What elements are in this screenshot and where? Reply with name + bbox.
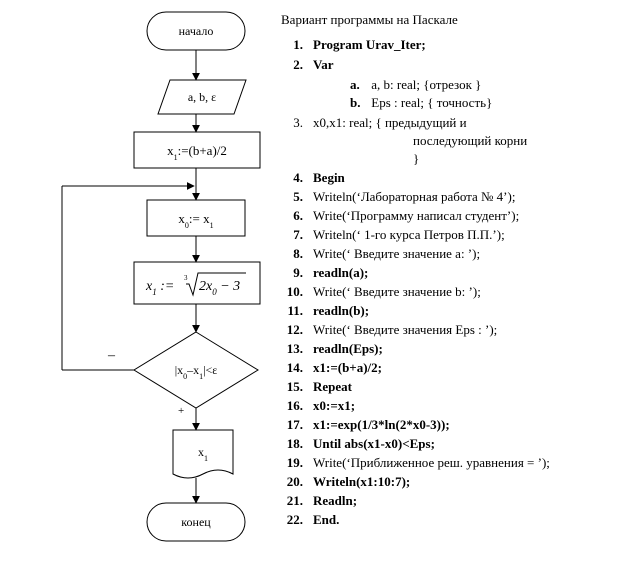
start-label: начало	[178, 24, 214, 38]
code-line-3: 3. x0,x1: real; { предыдущий и	[293, 115, 467, 130]
code-line-15: 15. Repeat	[286, 379, 352, 394]
var-item-a: a. a, b: real; {отрезок }	[350, 77, 482, 92]
code-line-2: 2. Var	[293, 57, 334, 72]
code-line-9: 9. readln(a);	[293, 265, 369, 280]
input-label: a, b, ε	[187, 90, 217, 104]
code-line-18: 18. Until abs(x1-x0)<Eps;	[286, 436, 435, 451]
code-line-14: 14. x1:=(b+a)/2;	[286, 360, 382, 375]
code-line-13: 13. readln(Eps);	[286, 341, 383, 356]
program-title: Вариант программы на Паскале	[281, 12, 458, 27]
code-line-22: 22. End.	[286, 512, 340, 527]
output-label: $x_1$	[198, 445, 208, 463]
code-line-21: 21. Readln;	[286, 493, 358, 508]
var-item-b: b. Eps : real; { точность}	[350, 95, 493, 110]
minus-label: –	[108, 348, 115, 363]
code-line-1: 1. Program Urav_Iter;	[293, 37, 426, 52]
plus-label: +	[178, 405, 185, 417]
init-label: $x_1:=(b+a)/2$	[167, 143, 227, 162]
formula-block	[134, 262, 260, 304]
code-line-7: 7. Writeln(‘ 1-го курса Петров П.П.’);	[293, 227, 505, 242]
code-line-17: 17. x1:=exp(1/3*ln(2*x0-3));	[286, 417, 450, 432]
code-line-12: 12. Write(‘ Введите значения Eps : ’);	[286, 322, 498, 337]
code-line-16: 16. x0:=x1;	[286, 398, 356, 413]
svg-text:3: 3	[184, 274, 188, 282]
code-line-3-close: }	[413, 151, 420, 166]
condition-label: $|x_0-x_1|<\varepsilon$	[174, 363, 218, 381]
assign-label: $x_0:= x_1$	[178, 211, 214, 230]
code-line-11: 11. readln(b);	[287, 303, 370, 318]
code-line-20: 20. Writeln(x1:10:7);	[286, 474, 411, 489]
code-line-10: 10. Write(‘ Введите значение b: ’);	[286, 284, 481, 299]
code-line-4: 4. Begin	[293, 170, 345, 185]
code-line-3-cont: последующий корни	[413, 133, 528, 148]
formula-label	[145, 273, 246, 297]
code-line-19: 19. Write(‘Приближенное реш. уравнения = ’);	[286, 455, 550, 470]
end-label: конец	[181, 515, 211, 529]
svg-text:2x0 − 3: $2x_0 - 3$	[199, 279, 241, 297]
svg-text:x1 :=: $x_1$ :=	[146, 279, 175, 297]
code-line-6: 6. Write(‘Программу написал студент’);	[293, 208, 520, 223]
code-line-8: 8. Write(‘ Введите значение a: ’);	[293, 246, 481, 261]
code-line-5: 5. Writeln(‘Лабораторная работа № 4’);	[293, 189, 516, 204]
